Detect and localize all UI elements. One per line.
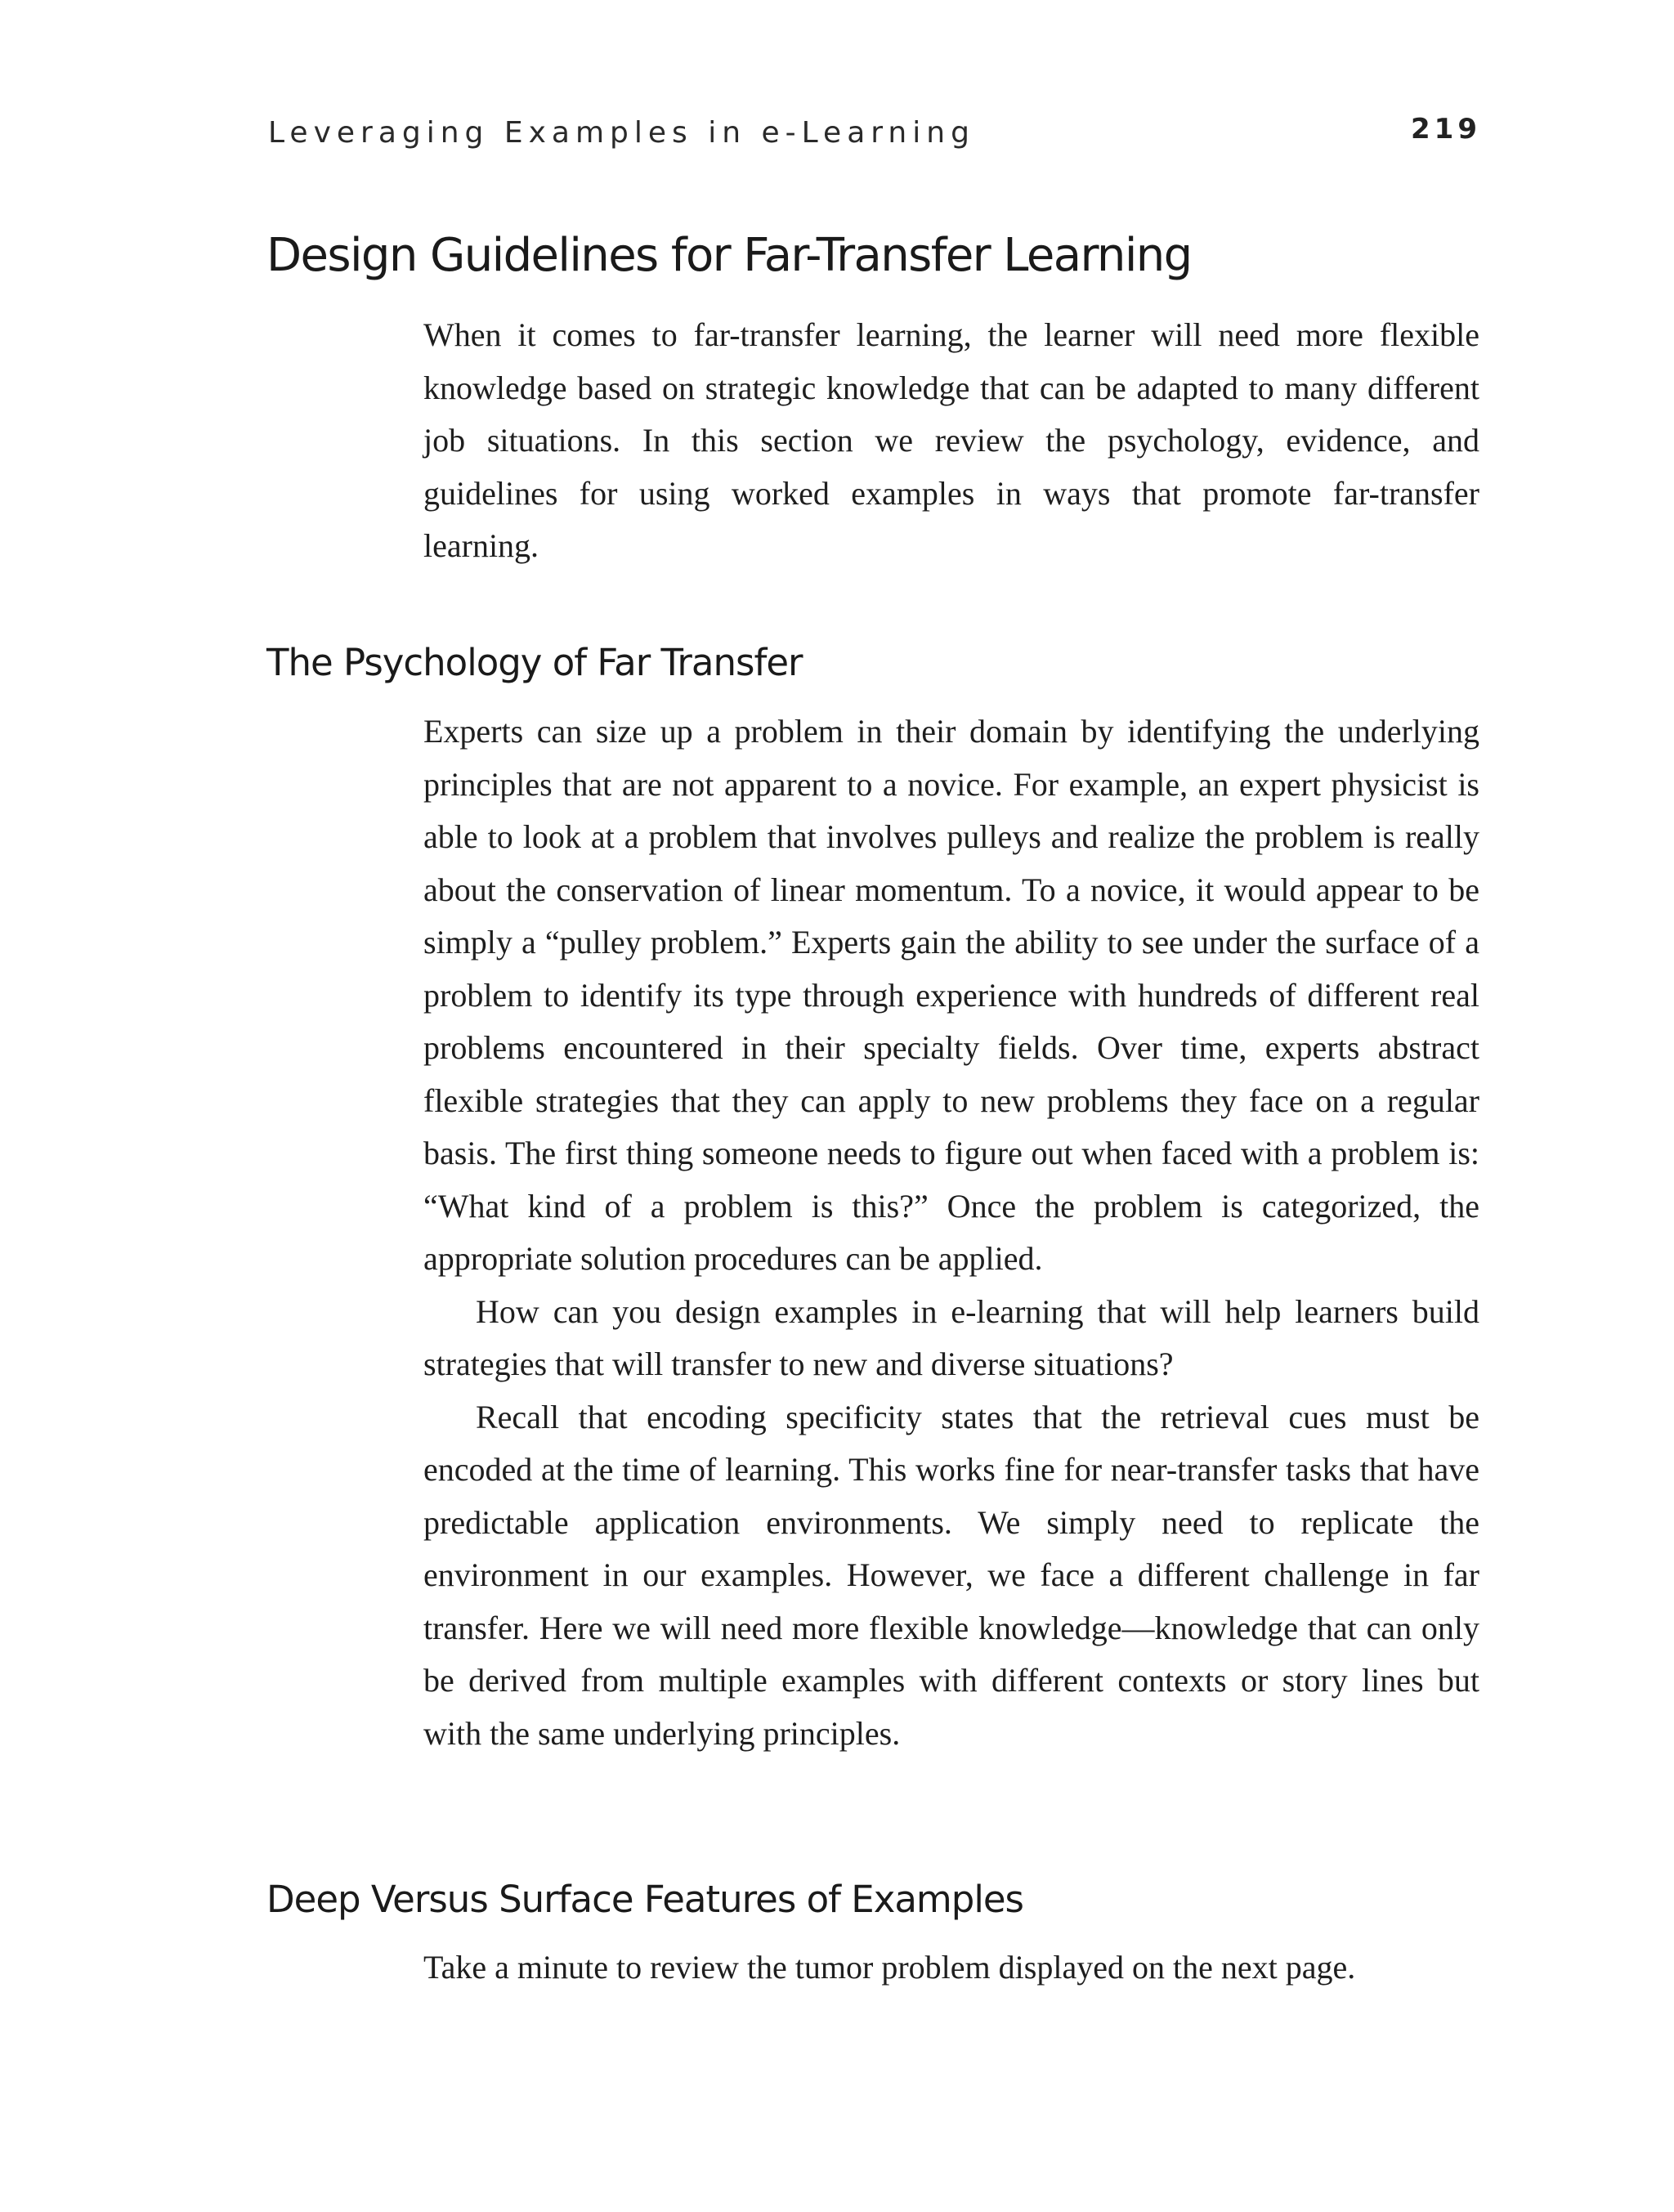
- section-body-psychology-far-transfer: [423, 705, 1479, 1760]
- paragraph: When it comes to far-transfer learning, the learner will need more flexible knowledge based on strategic knowledge that can be adapted to many different job situations. In this section we review the psychology, evidence, and guidelines for using worked examples in ways that promote far-transfer learning.: [423, 316, 1479, 564]
- section-heading-far-transfer-guidelines: Design Guidelines for Far-Transfer Learning: [266, 229, 1192, 282]
- section-heading-psychology-far-transfer: The Psychology of Far Transfer: [266, 641, 803, 684]
- section-body-far-transfer-guidelines: [423, 309, 1479, 573]
- section-heading-deep-vs-surface: Deep Versus Surface Features of Examples: [266, 1878, 1023, 1921]
- paragraph: Recall that encoding specificity states that the retrieval cues must be encoded at the time of learning. This works fine for near-transfer tasks that have predictable application environments. We simply need to replicate the environment in our examples. However, we face a different challenge in far transfer. Here we will need more flexible knowledge—knowledge that can only be derived from multiple examples with different contexts or story lines but with the same underlying principles.: [423, 1398, 1479, 1752]
- section-body-deep-vs-surface: [423, 1941, 1479, 1995]
- page-number: 219: [1411, 113, 1481, 146]
- paragraph: Experts can size up a problem in their domain by identifying the underlying principles that are not apparent to a novice. For example, an expert physicist is able to look at a problem that involves pulleys and realize the problem is really about the conservation of linear momentum. To a novice, it would appear to be simply a “pulley problem.” Experts gain the ability to see under the surface of a problem to identify its type through experience with hundreds of different real problems encountered in their specialty fields. Over time, experts abstract flexible strategies that they can apply to new problems they face on a regular basis. The first thing someone needs to figure out when faced with a problem is: “What kind of a problem is this?” Once the problem is categorized, the appropriate solution procedures can be applied.: [423, 713, 1479, 1277]
- paragraph: Take a minute to review the tumor problem displayed on the next page.: [423, 1949, 1356, 1986]
- running-head: Leveraging Examples in e-Learning: [268, 116, 975, 150]
- paragraph: How can you design examples in e-learning that will help learners build strategies that will transfer to new and diverse situations?: [423, 1292, 1479, 1382]
